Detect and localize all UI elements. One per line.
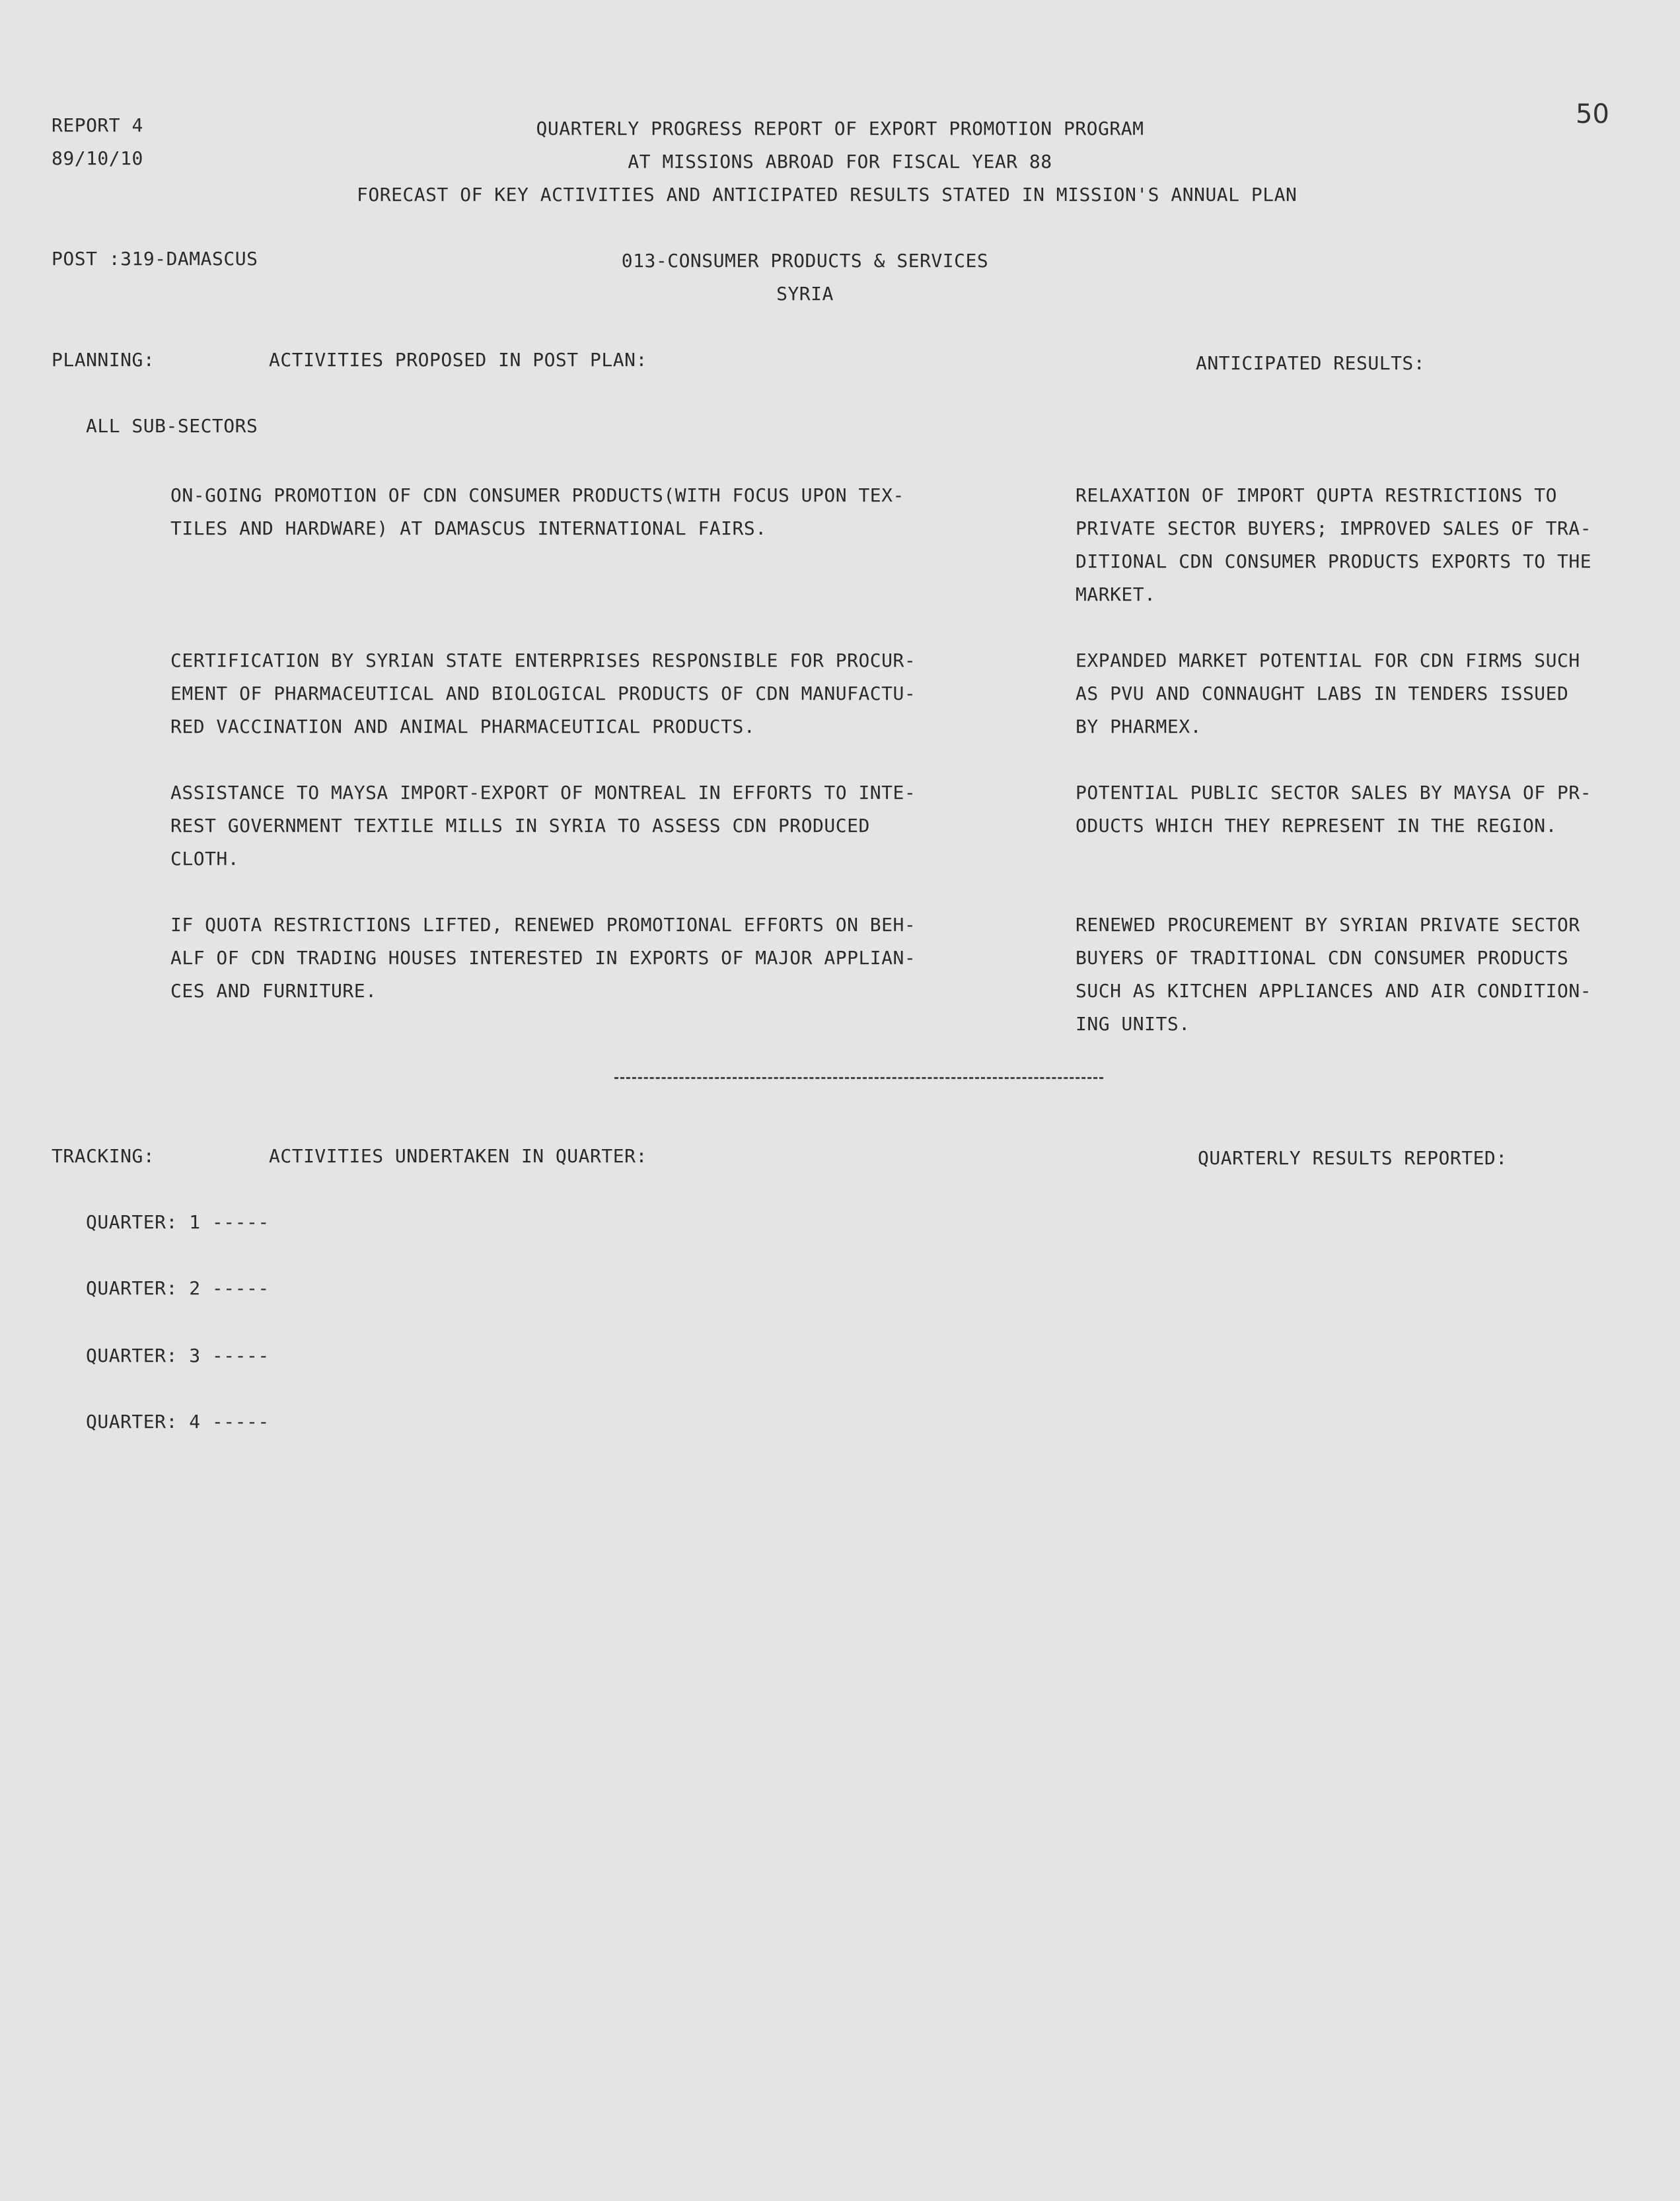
planning-results-header: ANTICIPATED RESULTS:	[1196, 352, 1426, 374]
sector-label: 013-CONSUMER PRODUCTS & SERVICES	[621, 250, 989, 272]
subsector-label: ALL SUB-SECTORS	[86, 415, 258, 437]
planning-result-3: POTENTIAL PUBLIC SECTOR SALES BY MAYSA OF PR- ODUCTS WHICH THEY REPRESENT IN THE REGION.	[1076, 782, 1592, 837]
country-label: SYRIA	[776, 283, 834, 305]
planning-result-2: EXPANDED MARKET POTENTIAL FOR CDN FIRMS SUCH AS PVU AND CONNAUGHT LABS IN TENDERS ISSUED BY PHARMEX.	[1076, 650, 1580, 737]
planning-result-1: RELAXATION OF IMPORT QUPTA RESTRICTIONS TO PRIVATE SECTOR BUYERS; IMPROVED SALES OF TRA- DITIONAL CDN CONSUMER PRODUCTS EXPORTS TO THE MARKET.	[1076, 484, 1592, 605]
planning-label: PLANNING:	[52, 349, 155, 371]
report-label: REPORT 4	[52, 114, 143, 136]
tracking-label: TRACKING:	[52, 1145, 155, 1167]
report-title-line-3: FORECAST OF KEY ACTIVITIES AND ANTICIPATED RESULTS STATED IN MISSION'S ANNUAL PLAN	[357, 184, 1297, 205]
quarter-4: QUARTER: 4 -----	[86, 1411, 270, 1433]
quarter-2: QUARTER: 2 -----	[86, 1277, 270, 1299]
report-date: 89/10/10	[52, 147, 143, 169]
quarter-1: QUARTER: 1 -----	[86, 1211, 270, 1233]
page-number: 50	[1576, 99, 1609, 130]
quarter-3: QUARTER: 3 -----	[86, 1345, 270, 1366]
planning-activity-3: ASSISTANCE TO MAYSA IMPORT-EXPORT OF MONTREAL IN EFFORTS TO INTE- REST GOVERNMENT TEXTILE MILLS IN SYRIA TO ASSESS CDN PRODUCED CLOTH.	[170, 782, 916, 870]
tracking-activities-header: ACTIVITIES UNDERTAKEN IN QUARTER:	[269, 1145, 647, 1167]
report-title-line-1: QUARTERLY PROGRESS REPORT OF EXPORT PROMOTION PROGRAM	[536, 118, 1144, 139]
section-divider	[614, 1077, 1103, 1079]
planning-activities-header: ACTIVITIES PROPOSED IN POST PLAN:	[269, 349, 647, 371]
post-label: POST :319-DAMASCUS	[52, 248, 258, 270]
planning-result-4: RENEWED PROCUREMENT BY SYRIAN PRIVATE SECTOR BUYERS OF TRADITIONAL CDN CONSUMER PRODUCTS SUCH AS KITCHEN APPLIANCES AND AIR CONDITION- ING UNITS.	[1076, 914, 1592, 1035]
tracking-results-header: QUARTERLY RESULTS REPORTED:	[1198, 1147, 1508, 1169]
planning-activity-2: CERTIFICATION BY SYRIAN STATE ENTERPRISES RESPONSIBLE FOR PROCUR- EMENT OF PHARMACEUTICAL AND BIOLOGICAL PRODUCTS OF CDN MANUFACTU- RED VACCINATION AND ANIMAL PHARMACEUTICAL PRODUCTS.	[170, 650, 916, 737]
planning-activity-4: IF QUOTA RESTRICTIONS LIFTED, RENEWED PROMOTIONAL EFFORTS ON BEH- ALF OF CDN TRADING HOUSES INTERESTED IN EXPORTS OF MAJOR APPLIAN- CES AND FURNITURE.	[170, 914, 916, 1002]
planning-activity-1: ON-GOING PROMOTION OF CDN CONSUMER PRODUCTS(WITH FOCUS UPON TEX- TILES AND HARDWARE) AT DAMASCUS INTERNATIONAL FAIRS.	[170, 484, 904, 539]
report-title-line-2: AT MISSIONS ABROAD FOR FISCAL YEAR 88	[628, 151, 1052, 172]
